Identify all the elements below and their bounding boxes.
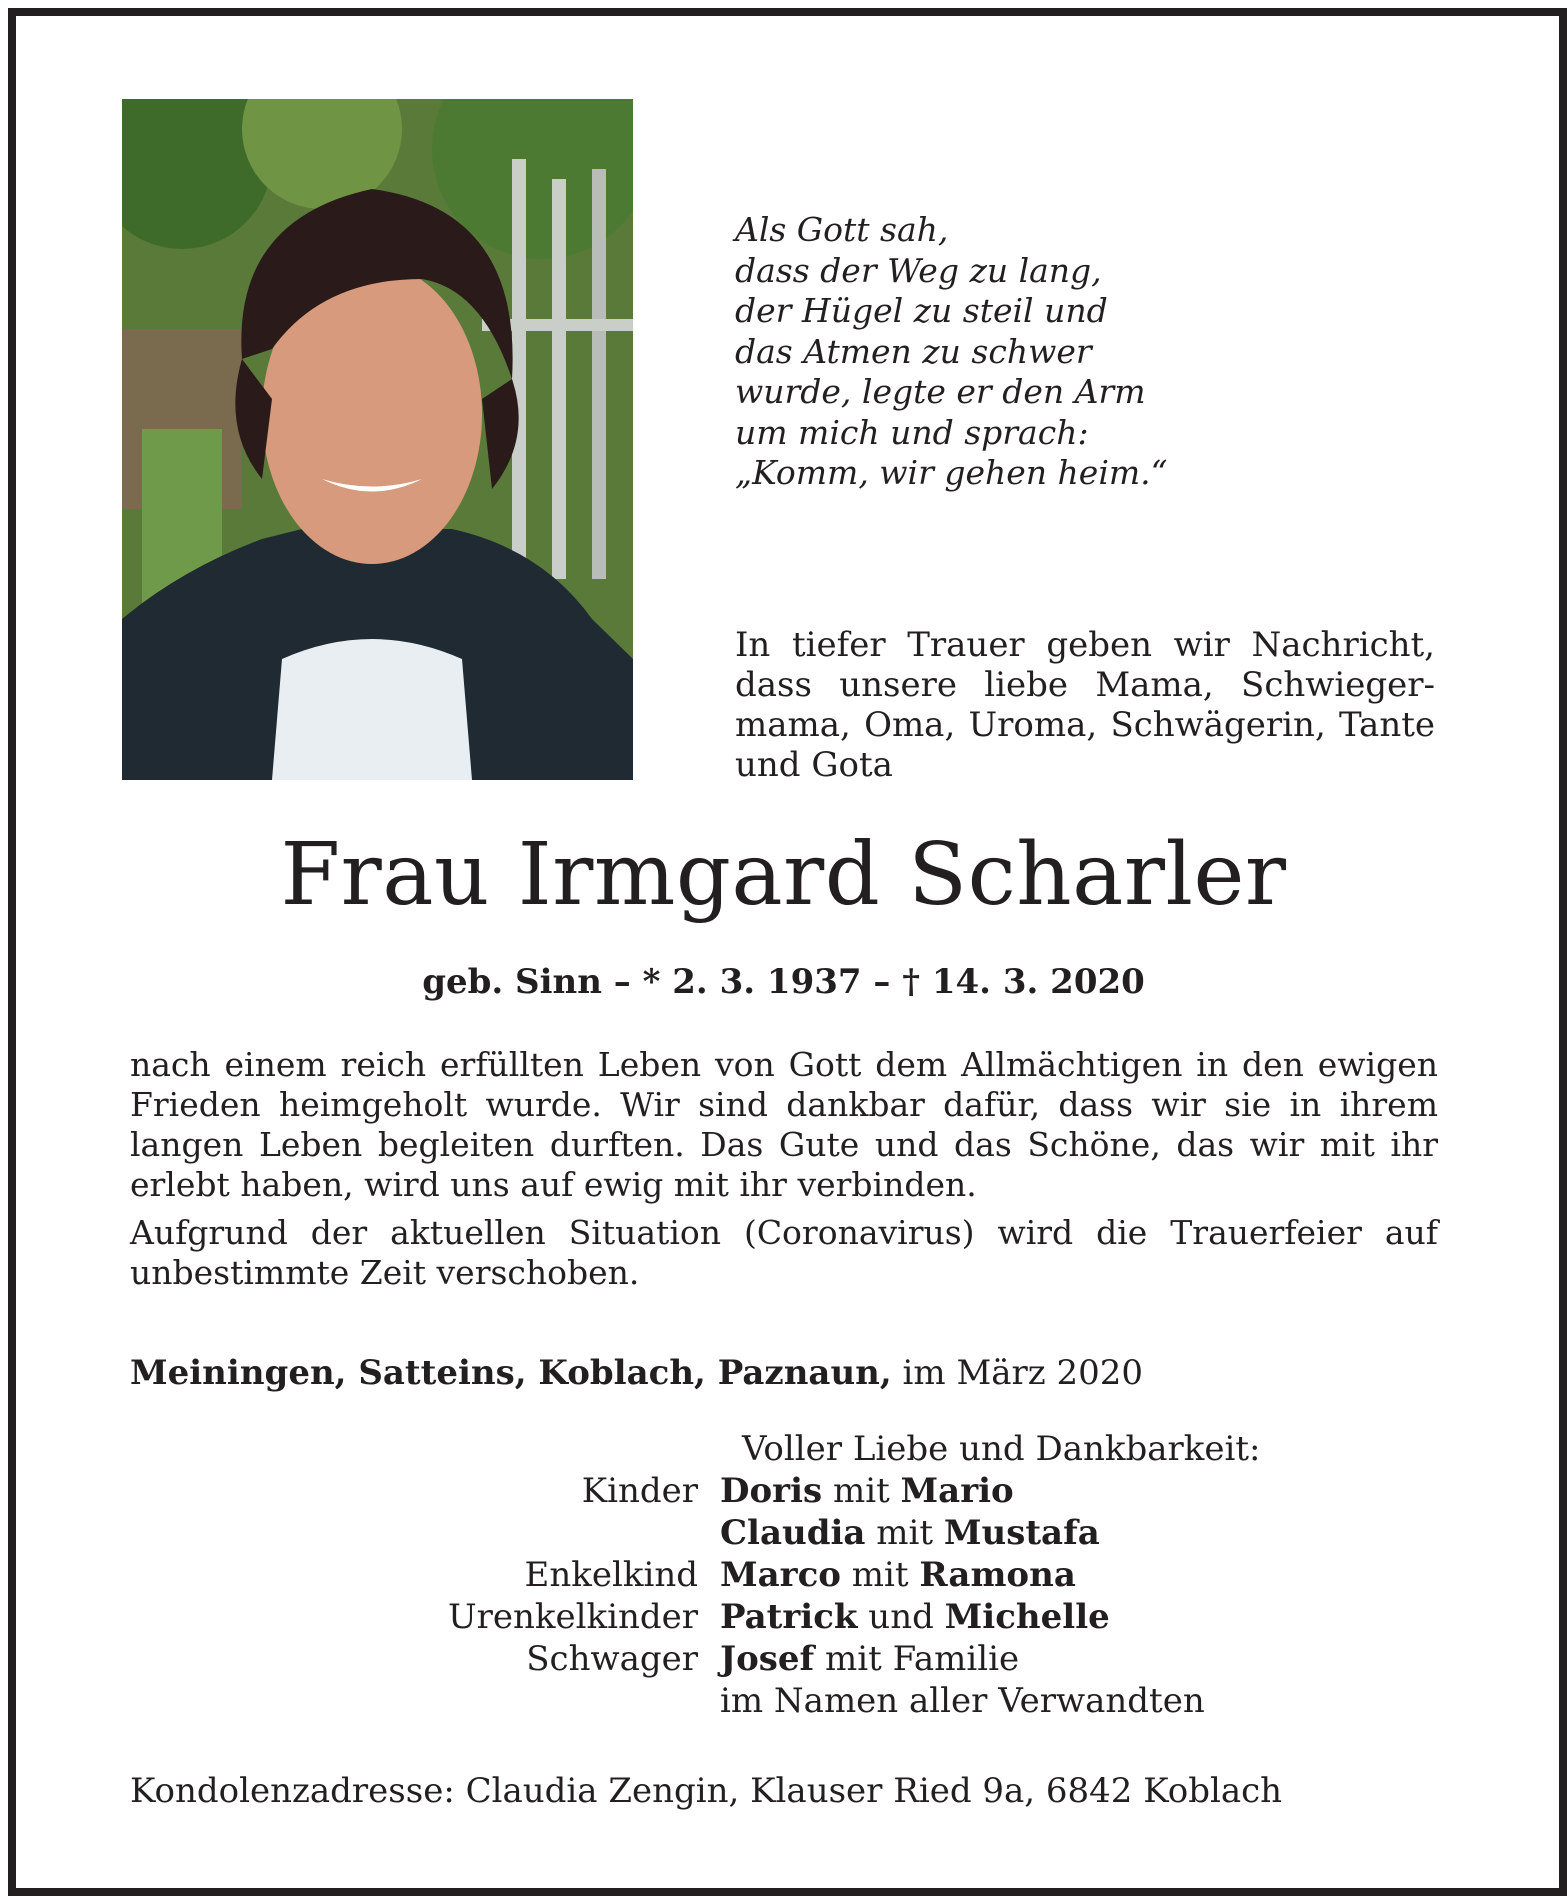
person-name: Mustafa [943, 1513, 1100, 1553]
poem-line: wurde, legte er den Arm [735, 372, 1146, 411]
relation-label: Kinder [581, 1471, 698, 1511]
body-paragraph: nach einem reich erfüllten Leben von Gott dem Allmächtigen in den ewigen Frieden heimgeholt wurde. Wir sind dankbar dafür, dass wir sie in ihrem langen Leben begleiten durften. Das Gute und das Schöne, das wir mit ihr erlebt haben, wird uns auf ewig mit ihr verbinden. [130, 1045, 1438, 1204]
birth-death-dates: geb. Sinn – * 2. 3. 1937 – † 14. 3. 2020 [422, 962, 1145, 1002]
person-name: Michelle [944, 1597, 1110, 1637]
relation-names [720, 1638, 1019, 1680]
poem-line: Als Gott sah, [735, 210, 949, 249]
poem-line: dass der Weg zu lang, [735, 250, 1102, 290]
family-heading: Voller Liebe und Dankbarkeit: [742, 1429, 1261, 1469]
family-row [130, 1638, 1438, 1680]
relation-label [130, 1680, 720, 1722]
relation-names [720, 1596, 1110, 1638]
connector: und [857, 1597, 945, 1637]
portrait-photo [122, 99, 633, 780]
towns: Meiningen, Satteins, Koblach, Paznaun, [130, 1353, 892, 1393]
poem-line: um mich und sprach: [735, 412, 1089, 452]
connector: mit [865, 1513, 944, 1553]
poem-line: das Atmen zu schwer [735, 331, 1092, 371]
month-year: im März 2020 [891, 1353, 1144, 1393]
intro-text: In tiefer Trauer geben wir Nachricht, dass unsere liebe Mama, Schwieger-mama, Oma, Uroma, Schwägerin, Tante und Gota [735, 625, 1435, 785]
family-row [130, 1596, 1438, 1638]
connector: mit [840, 1555, 920, 1595]
person-name: Patrick [720, 1597, 858, 1637]
connector: mit Familie [814, 1639, 1020, 1679]
body-paragraph: Aufgrund der aktuellen Situation (Coronavirus) wird die Trauerfeier auf unbestimmte Zeit verschoben. [130, 1213, 1438, 1292]
relation-label: Enkelkind [524, 1555, 698, 1595]
place-date-line [130, 1352, 1143, 1394]
family-row [130, 1554, 1438, 1596]
family-row [130, 1680, 1438, 1722]
connector: mit [822, 1471, 901, 1511]
relation-names [720, 1554, 1076, 1596]
relation-names [720, 1680, 1205, 1722]
poem [735, 210, 1168, 494]
family-list [130, 1470, 1438, 1722]
person-name: Claudia [720, 1513, 866, 1553]
family-row [130, 1470, 1438, 1512]
relation-names [720, 1470, 1014, 1512]
person-name: Mario [900, 1471, 1014, 1511]
connector: im Namen aller Verwandten [720, 1681, 1205, 1721]
body-text [130, 1045, 1438, 1301]
family-row [130, 1512, 1438, 1554]
relation-label [130, 1512, 720, 1554]
poem-line: der Hügel zu steil und [735, 291, 1108, 330]
person-name: Ramona [919, 1555, 1076, 1595]
person-name: Marco [720, 1555, 841, 1595]
relation-label: Schwager [526, 1639, 698, 1679]
relation-names [720, 1512, 1100, 1554]
person-name: Josef [720, 1639, 815, 1679]
person-name: Doris [720, 1471, 823, 1511]
condolence-address: Kondolenzadresse: Claudia Zengin, Klauser Ried 9a, 6842 Koblach [130, 1771, 1283, 1811]
relation-label: Urenkelkinder [447, 1597, 698, 1637]
poem-line: „Komm, wir gehen heim.“ [735, 453, 1168, 492]
deceased-name: Frau Irmgard Scharler [280, 825, 1287, 925]
